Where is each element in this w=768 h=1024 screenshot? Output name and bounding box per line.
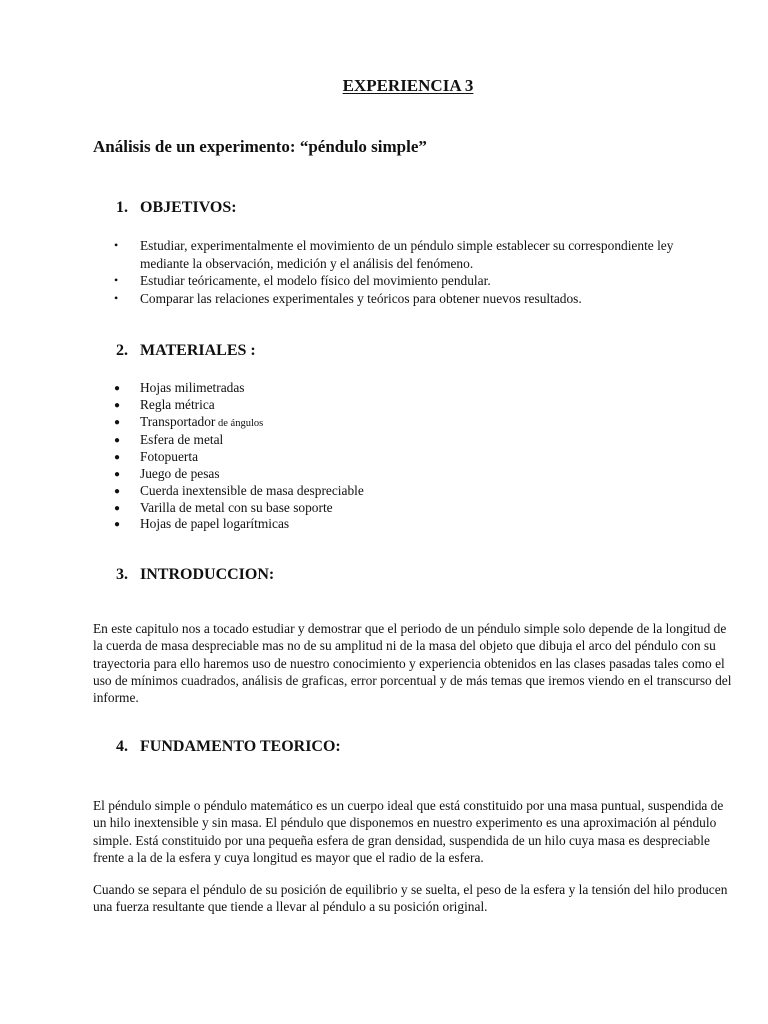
document-title: EXPERIENCIA 3 bbox=[342, 76, 474, 95]
section-number: 1. bbox=[116, 199, 128, 216]
objectives-list bbox=[114, 237, 674, 307]
section-heading-objetivos bbox=[116, 199, 237, 217]
list-item: ● Hojas de papel logarítmicas bbox=[114, 516, 674, 533]
section-title: INTRODUCCION: bbox=[140, 566, 275, 583]
bullet-icon: ● bbox=[114, 435, 121, 447]
bullet-icon: ● bbox=[114, 452, 121, 464]
section-title: OBJETIVOS: bbox=[140, 199, 237, 216]
section-heading-materiales bbox=[116, 342, 256, 360]
list-item: ● Transportador de ángulos bbox=[114, 414, 674, 433]
section-heading-fundamento bbox=[116, 738, 341, 756]
item-suffix: de ángulos bbox=[215, 417, 264, 429]
section-heading-introduccion bbox=[116, 566, 274, 584]
document-subtitle: Análisis de un experimento: “péndulo simple” bbox=[93, 137, 427, 156]
bullet-icon: • bbox=[114, 273, 119, 287]
list-item: • Comparar las relaciones experimentales y teóricos para obtener nuevos resultados. bbox=[114, 290, 582, 306]
bullet-icon: ● bbox=[114, 485, 121, 497]
section-number: 3. bbox=[116, 566, 128, 583]
list-item: ● Fotopuerta bbox=[114, 449, 674, 466]
bullet-icon: • bbox=[114, 238, 119, 252]
list-item: ● Esfera de metal bbox=[114, 432, 674, 449]
bullet-icon: ● bbox=[114, 416, 121, 428]
list-item: • Estudiar teóricamente, el modelo físico del movimiento pendular. bbox=[114, 273, 491, 288]
section-title: MATERIALES : bbox=[140, 342, 256, 359]
bullet-icon: ● bbox=[114, 502, 121, 514]
section-number: 4. bbox=[116, 738, 128, 755]
theory-paragraph: Cuando se separa el péndulo de su posición de equilibrio y se suelta, el peso de la esfera y la tensión del hilo producen una fuerza resultante que tiende a llevar al péndulo a su posición original. bbox=[93, 882, 728, 915]
list-item: ● Hojas milimetradas bbox=[114, 380, 674, 397]
bullet-icon: ● bbox=[114, 468, 121, 480]
list-item: • Estudiar, experimentalmente el movimiento de un péndulo simple establecer su correspondiente ley mediante la observación, medición y el análisis del fenómeno. bbox=[114, 238, 674, 271]
bullet-icon: • bbox=[114, 290, 119, 305]
list-item: ● Varilla de metal con su base soporte bbox=[114, 500, 674, 517]
list-item: ● Cuerda inextensible de masa despreciable bbox=[114, 483, 674, 500]
bullet-icon: ● bbox=[114, 383, 121, 394]
bullet-icon: ● bbox=[114, 399, 121, 411]
section-number: 2. bbox=[116, 342, 128, 359]
section-title: FUNDAMENTO TEORICO: bbox=[140, 738, 341, 755]
list-item: ● Regla métrica bbox=[114, 397, 674, 414]
theory-paragraph: El péndulo simple o péndulo matemático es un cuerpo ideal que está constituido por una masa puntual, suspendida de un hilo inextensible y sin masa. El péndulo que disponemos en nuestro experimento es una aproximación al péndulo simple. Está constituido por una pequeña esfera de gran densidad, suspendida de un hilo cuya masa es despreciable frente a la de la esfera y cuya longitud es mayor que el radio de la esfera. bbox=[93, 798, 724, 865]
introduction-paragraph: En este capitulo nos a tocado estudiar y demostrar que el periodo de un péndulo simple solo depende de la longitud de la cuerda de masa despreciable mas no de su amplitud ni de la masa del objeto que dibuja el arco del péndulo con su trayectoria para ello haremos uso de nuestro conocimiento y experiencia obtenidos en las clases pasadas tales como el uso de mínimos cuadrados, análisis de graficas, error porcentual y de más temas que iremos viendo en el transcurso del informe. bbox=[93, 621, 732, 706]
materials-list bbox=[114, 380, 674, 533]
bullet-icon: ● bbox=[114, 519, 121, 531]
list-item: ● Juego de pesas bbox=[114, 466, 674, 483]
